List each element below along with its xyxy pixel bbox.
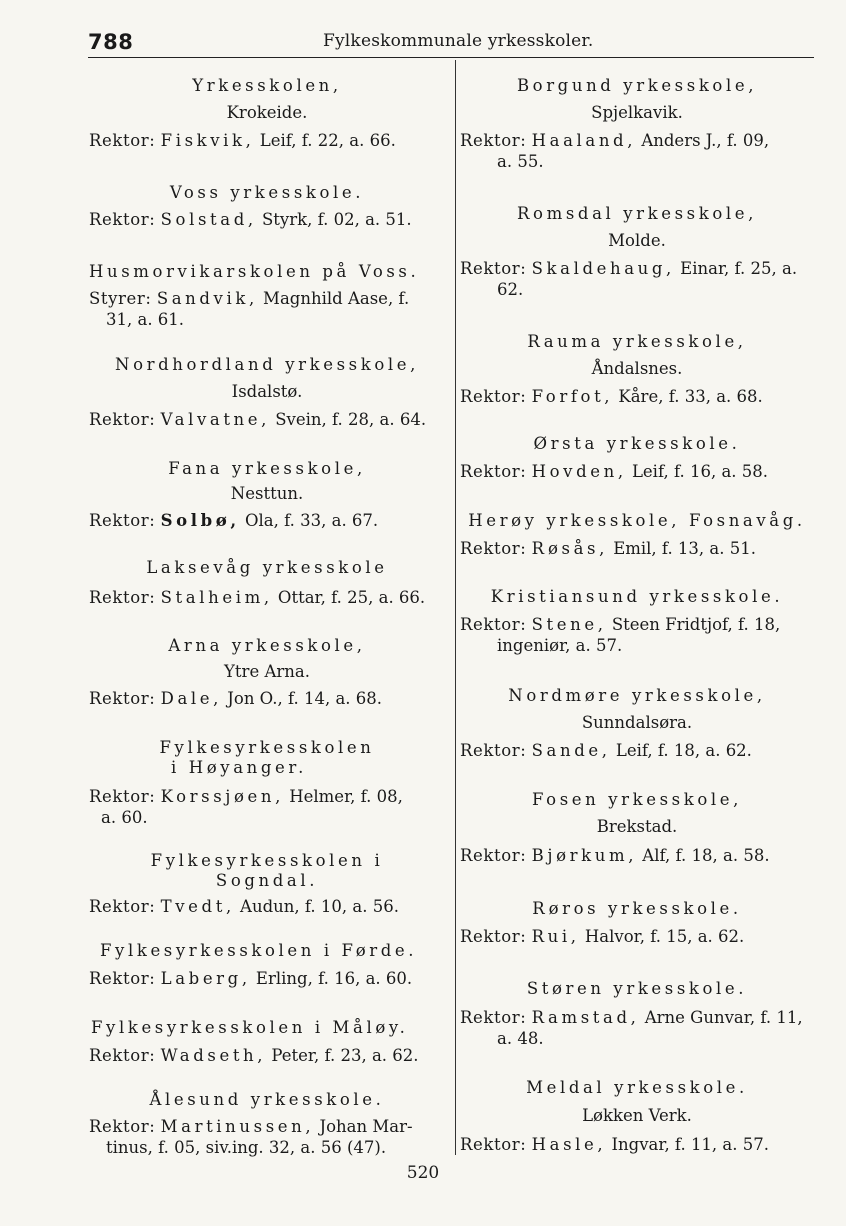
staff-line	[460, 539, 756, 558]
staff-line	[460, 927, 744, 946]
footer-number: 520	[406, 1163, 440, 1183]
school-title-cont: Sogndal.	[215, 871, 319, 890]
school-title: Fana yrkesskole,	[168, 459, 366, 478]
person-details: Jon O., f. 14, a. 68.	[227, 689, 383, 708]
person-details-cont: a. 60.	[101, 808, 148, 827]
school-title: Meldal yrkesskole.	[526, 1078, 748, 1097]
person-name: Forfot,	[531, 387, 614, 406]
school-title: Fylkesyrkesskolen i Førde.	[100, 941, 418, 960]
staff-line	[89, 787, 403, 806]
column-divider	[455, 60, 456, 1155]
school-title: Voss yrkesskole.	[169, 183, 365, 202]
person-name: Fiskvik,	[160, 131, 255, 150]
staff-line	[460, 741, 752, 760]
school-title: Ørsta yrkesskole.	[533, 434, 741, 453]
person-details: Ola, f. 33, a. 67.	[244, 511, 379, 530]
running-head: Fylkeskommunale yrkesskoler.	[323, 31, 594, 51]
person-details: Anders J., f. 09,	[641, 131, 770, 150]
staff-line	[460, 131, 769, 150]
school-place: Ytre Arna.	[224, 662, 310, 681]
person-name: Stene,	[531, 615, 607, 634]
person-details: Kåre, f. 33, a. 68.	[618, 387, 763, 406]
school-place: Isdalstø.	[231, 382, 303, 401]
person-details-cont: a. 55.	[497, 152, 544, 171]
person-details-cont: a. 48.	[497, 1029, 544, 1048]
role-label: Rektor:	[460, 846, 527, 865]
person-details: Emil, f. 13, a. 51.	[613, 539, 756, 558]
person-name: Korssjøen,	[160, 787, 284, 806]
person-details: Erling, f. 16, a. 60.	[255, 969, 413, 988]
role-label: Styrer:	[89, 289, 152, 308]
person-details-cont: 31, a. 61.	[106, 310, 185, 329]
role-label: Rektor:	[89, 897, 156, 916]
school-title: Herøy yrkesskole, Fosnavåg.	[468, 511, 806, 530]
school-title: Fylkesyrkesskolen	[159, 738, 375, 757]
person-name: Stalheim,	[160, 588, 273, 607]
person-details: Arne Gunvar, f. 11,	[644, 1008, 803, 1027]
staff-line	[89, 588, 425, 607]
school-title: Røros yrkesskole.	[532, 899, 742, 918]
school-title: Laksevåg yrkesskole	[146, 558, 388, 577]
school-place: Krokeide.	[226, 103, 308, 122]
staff-line	[460, 846, 770, 865]
staff-line	[89, 410, 426, 429]
role-label: Rektor:	[89, 410, 156, 429]
school-place: Brekstad.	[596, 817, 678, 836]
role-label: Rektor:	[89, 969, 156, 988]
role-label: Rektor:	[460, 615, 527, 634]
person-name: Tvedt,	[160, 897, 235, 916]
role-label: Rektor:	[460, 927, 527, 946]
person-details-cont: tinus, f. 05, siv.ing. 32, a. 56 (47).	[106, 1138, 387, 1157]
staff-line	[89, 289, 409, 308]
role-label: Rektor:	[460, 1135, 527, 1154]
staff-line	[89, 689, 382, 708]
person-name: Bjørkum,	[531, 846, 638, 865]
school-place: Nesttun.	[230, 484, 304, 503]
person-details: Helmer, f. 08,	[289, 787, 403, 806]
person-details: Johan Mar-	[319, 1117, 413, 1136]
person-details: Steen Fridtjof, f. 18,	[611, 615, 781, 634]
person-details: Leif, f. 16, a. 58.	[631, 462, 769, 481]
role-label: Rektor:	[460, 387, 527, 406]
school-place: Sunndalsøra.	[581, 713, 693, 732]
role-label: Rektor:	[89, 689, 156, 708]
school-title: Ålesund yrkesskole.	[149, 1090, 385, 1109]
person-details: Peter, f. 23, a. 62.	[271, 1046, 419, 1065]
role-label: Rektor:	[89, 131, 156, 150]
person-details: Halvor, f. 15, a. 62.	[584, 927, 745, 946]
person-name: Sandvik,	[156, 289, 258, 308]
staff-line	[89, 131, 396, 150]
person-details-cont: ingeniør, a. 57.	[497, 636, 623, 655]
staff-line	[460, 259, 797, 278]
school-title: Fylkesyrkesskolen i Måløy.	[91, 1018, 409, 1037]
person-name: Rui,	[531, 927, 580, 946]
role-label: Rektor:	[89, 588, 156, 607]
person-name: Martinussen,	[160, 1117, 315, 1136]
person-name: Røsås,	[531, 539, 608, 558]
school-place: Løkken Verk.	[582, 1106, 692, 1125]
person-details: Leif, f. 18, a. 62.	[615, 741, 752, 760]
person-name: Laberg,	[160, 969, 251, 988]
school-title: Fylkesyrkesskolen i	[150, 851, 384, 870]
role-label: Rektor:	[89, 787, 156, 806]
school-title: Støren yrkesskole.	[526, 979, 748, 998]
person-details: Leif, f. 22, a. 66.	[259, 131, 396, 150]
role-label: Rektor:	[89, 1117, 156, 1136]
person-name: Hasle,	[531, 1135, 607, 1154]
staff-line	[89, 210, 412, 229]
school-title: Rauma yrkesskole,	[527, 332, 747, 351]
role-label: Rektor:	[460, 259, 527, 278]
person-name: Sande,	[531, 741, 611, 760]
role-label: Rektor:	[89, 511, 156, 530]
role-label: Rektor:	[460, 462, 527, 481]
staff-line	[89, 1117, 413, 1136]
staff-line	[89, 969, 412, 988]
person-details: Svein, f. 28, a. 64.	[275, 410, 427, 429]
page-number: 788	[88, 30, 134, 54]
school-title: Kristiansund yrkesskole.	[490, 587, 784, 606]
school-title: Yrkesskolen,	[192, 76, 342, 95]
staff-line	[89, 1046, 419, 1065]
staff-line	[460, 1008, 803, 1027]
person-details: Ottar, f. 25, a. 66.	[277, 588, 426, 607]
school-place: Spjelkavik.	[591, 103, 683, 122]
staff-line	[89, 897, 399, 916]
staff-line	[460, 387, 763, 406]
school-title: Husmorvikarskolen på Voss.	[89, 262, 420, 281]
role-label: Rektor:	[89, 1046, 156, 1065]
school-title: Fosen yrkesskole,	[532, 790, 742, 809]
person-name: Ramstad,	[531, 1008, 640, 1027]
person-name: Haaland,	[531, 131, 637, 150]
staff-line	[460, 1135, 769, 1154]
person-name: Solbø,	[160, 511, 240, 530]
person-name: Skaldehaug,	[531, 259, 675, 278]
staff-line	[89, 511, 378, 530]
person-details: Einar, f. 25, a.	[680, 259, 798, 278]
person-details-cont: 62.	[497, 280, 524, 299]
role-label: Rektor:	[460, 539, 527, 558]
staff-line	[460, 462, 768, 481]
person-details: Audun, f. 10, a. 56.	[240, 897, 399, 916]
person-name: Wadseth,	[160, 1046, 267, 1065]
school-place: Molde.	[608, 231, 666, 250]
school-title: Romsdal yrkesskole,	[517, 204, 757, 223]
school-title: Arna yrkesskole,	[168, 636, 366, 655]
person-details: Alf, f. 18, a. 58.	[642, 846, 770, 865]
role-label: Rektor:	[460, 1008, 527, 1027]
role-label: Rektor:	[460, 741, 527, 760]
school-title-cont: i Høyanger.	[171, 758, 307, 777]
staff-line	[460, 615, 780, 634]
role-label: Rektor:	[460, 131, 527, 150]
person-name: Solstad,	[160, 210, 257, 229]
person-name: Valvatne,	[160, 410, 270, 429]
school-title: Nordmøre yrkesskole,	[508, 686, 766, 705]
person-name: Hovden,	[531, 462, 627, 481]
person-name: Dale,	[160, 689, 223, 708]
school-title: Borgund yrkesskole,	[516, 76, 758, 95]
header-rule	[88, 57, 814, 58]
school-title: Nordhordland yrkesskole,	[115, 355, 419, 374]
school-place: Åndalsnes.	[591, 359, 683, 378]
person-details: Magnhild Aase, f.	[263, 289, 410, 308]
person-details: Styrk, f. 02, a. 51.	[261, 210, 412, 229]
role-label: Rektor:	[89, 210, 156, 229]
person-details: Ingvar, f. 11, a. 57.	[611, 1135, 769, 1154]
